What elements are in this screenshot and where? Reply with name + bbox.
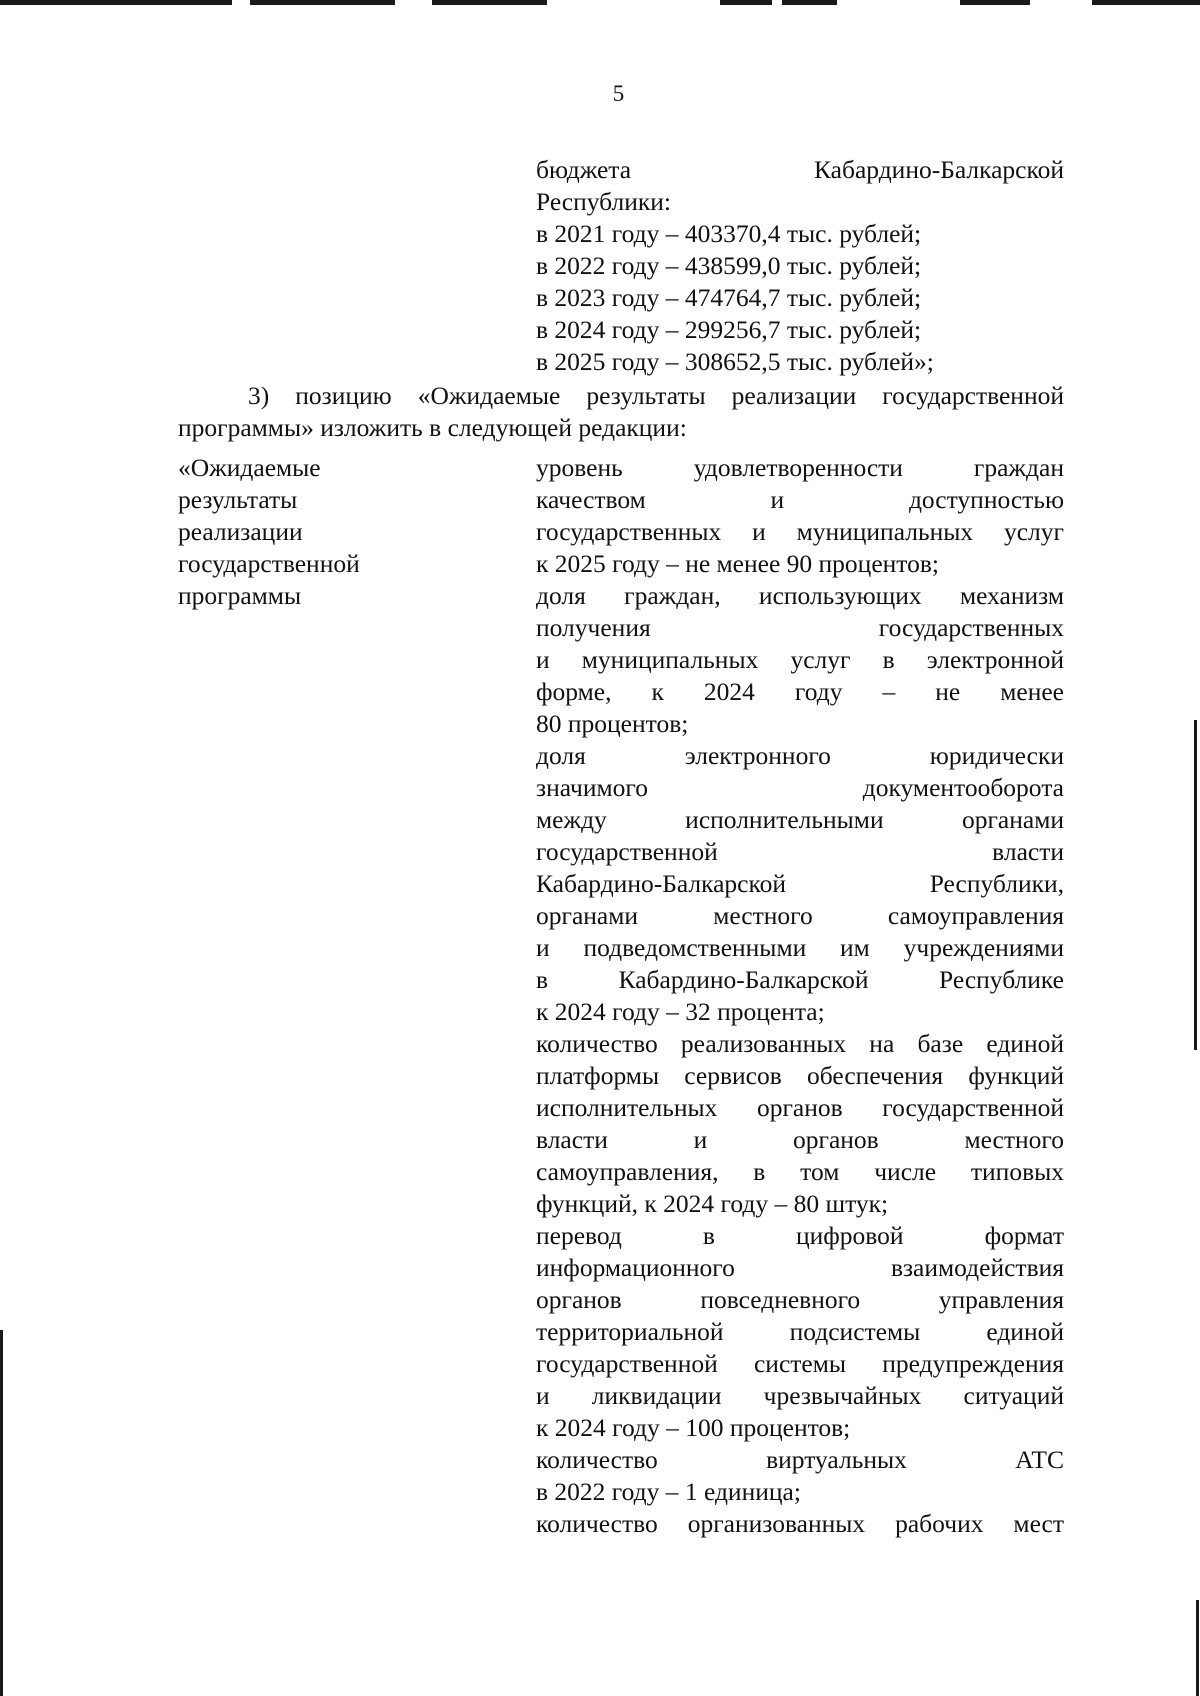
results-line: органов повседневного управления bbox=[536, 1285, 1064, 1314]
results-line: к 2024 году – 32 процента; bbox=[536, 997, 825, 1026]
results-line: органами местного самоуправления bbox=[536, 901, 1064, 930]
budget-line: в 2022 году – 438599,0 тыс. рублей; bbox=[536, 251, 922, 280]
budget-line: в 2025 году – 308652,5 тыс. рублей»; bbox=[536, 347, 934, 376]
scan-side-mark bbox=[1194, 720, 1197, 1050]
scan-edge-mark bbox=[1092, 0, 1200, 5]
results-line: качеством и доступностью bbox=[536, 485, 1064, 514]
results-line: количество виртуальных АТС bbox=[536, 1445, 1064, 1474]
scan-edge-mark bbox=[960, 0, 1030, 5]
results-line: территориальной подсистемы единой bbox=[536, 1317, 1064, 1346]
results-line: государственной системы предупреждения bbox=[536, 1349, 1064, 1378]
results-line: количество реализованных на базе единой bbox=[536, 1029, 1064, 1058]
scan-edge-mark bbox=[720, 0, 772, 5]
results-line: функций, к 2024 году – 80 штук; bbox=[536, 1189, 889, 1218]
position-label-line: государственной bbox=[178, 549, 360, 578]
results-line: получения государственных bbox=[536, 613, 1064, 642]
budget-line: бюджета Кабардино-Балкарской bbox=[536, 155, 1064, 184]
results-line: власти и органов местного bbox=[536, 1125, 1064, 1154]
scan-edge-mark bbox=[0, 0, 232, 5]
results-line: доля граждан, использующих механизм bbox=[536, 581, 1064, 610]
results-line: информационного взаимодействия bbox=[536, 1253, 1064, 1282]
results-line: 80 процентов; bbox=[536, 709, 689, 738]
budget-line: Республики: bbox=[536, 187, 672, 216]
position-label-line: результаты bbox=[178, 485, 298, 514]
page-number: 5 bbox=[612, 81, 625, 106]
results-line: платформы сервисов обеспечения функций bbox=[536, 1061, 1064, 1090]
position-label-line: «Ожидаемые bbox=[178, 453, 321, 482]
results-line: значимого документооборота bbox=[536, 773, 1064, 802]
results-line: исполнительных органов государственной bbox=[536, 1093, 1064, 1122]
position-label-line: программы bbox=[178, 581, 302, 610]
results-line: Кабардино-Балкарской Республики, bbox=[536, 869, 1064, 898]
scan-side-mark bbox=[0, 1330, 3, 1696]
budget-line: в 2021 году – 403370,4 тыс. рублей; bbox=[536, 219, 922, 248]
results-line: и муниципальных услуг в электронной bbox=[536, 645, 1064, 674]
results-line: форме, к 2024 году – не менее bbox=[536, 677, 1064, 706]
scan-side-mark bbox=[1196, 1600, 1199, 1696]
results-line: доля электронного юридически bbox=[536, 741, 1064, 770]
position-label-line: реализации bbox=[178, 517, 303, 546]
results-line: и подведомственными им учреждениями bbox=[536, 933, 1064, 962]
scan-edge-mark bbox=[250, 0, 395, 5]
results-line: количество организованных рабочих мест bbox=[536, 1509, 1064, 1538]
results-line: в 2022 году – 1 единица; bbox=[536, 1477, 801, 1506]
results-line: государственных и муниципальных услуг bbox=[536, 517, 1064, 546]
scan-edge-mark bbox=[782, 0, 837, 5]
results-line: государственной власти bbox=[536, 837, 1064, 866]
instruction-line: программы» изложить в следующей редакции: bbox=[178, 413, 687, 442]
budget-line: в 2024 году – 299256,7 тыс. рублей; bbox=[536, 315, 922, 344]
results-line: уровень удовлетворенности граждан bbox=[536, 453, 1064, 482]
budget-line: в 2023 году – 474764,7 тыс. рублей; bbox=[536, 283, 922, 312]
results-line: к 2025 году – не менее 90 процентов; bbox=[536, 549, 939, 578]
results-line: перевод в цифровой формат bbox=[536, 1221, 1064, 1250]
scan-edge-mark bbox=[432, 0, 547, 5]
results-line: между исполнительными органами bbox=[536, 805, 1064, 834]
results-line: к 2024 году – 100 процентов; bbox=[536, 1413, 851, 1442]
results-line: самоуправления, в том числе типовых bbox=[536, 1157, 1064, 1186]
results-line: в Кабардино-Балкарской Республике bbox=[536, 965, 1064, 994]
instruction-line: 3) позицию «Ожидаемые результаты реализации государственной bbox=[248, 381, 1064, 410]
results-line: и ликвидации чрезвычайных ситуаций bbox=[536, 1381, 1064, 1410]
